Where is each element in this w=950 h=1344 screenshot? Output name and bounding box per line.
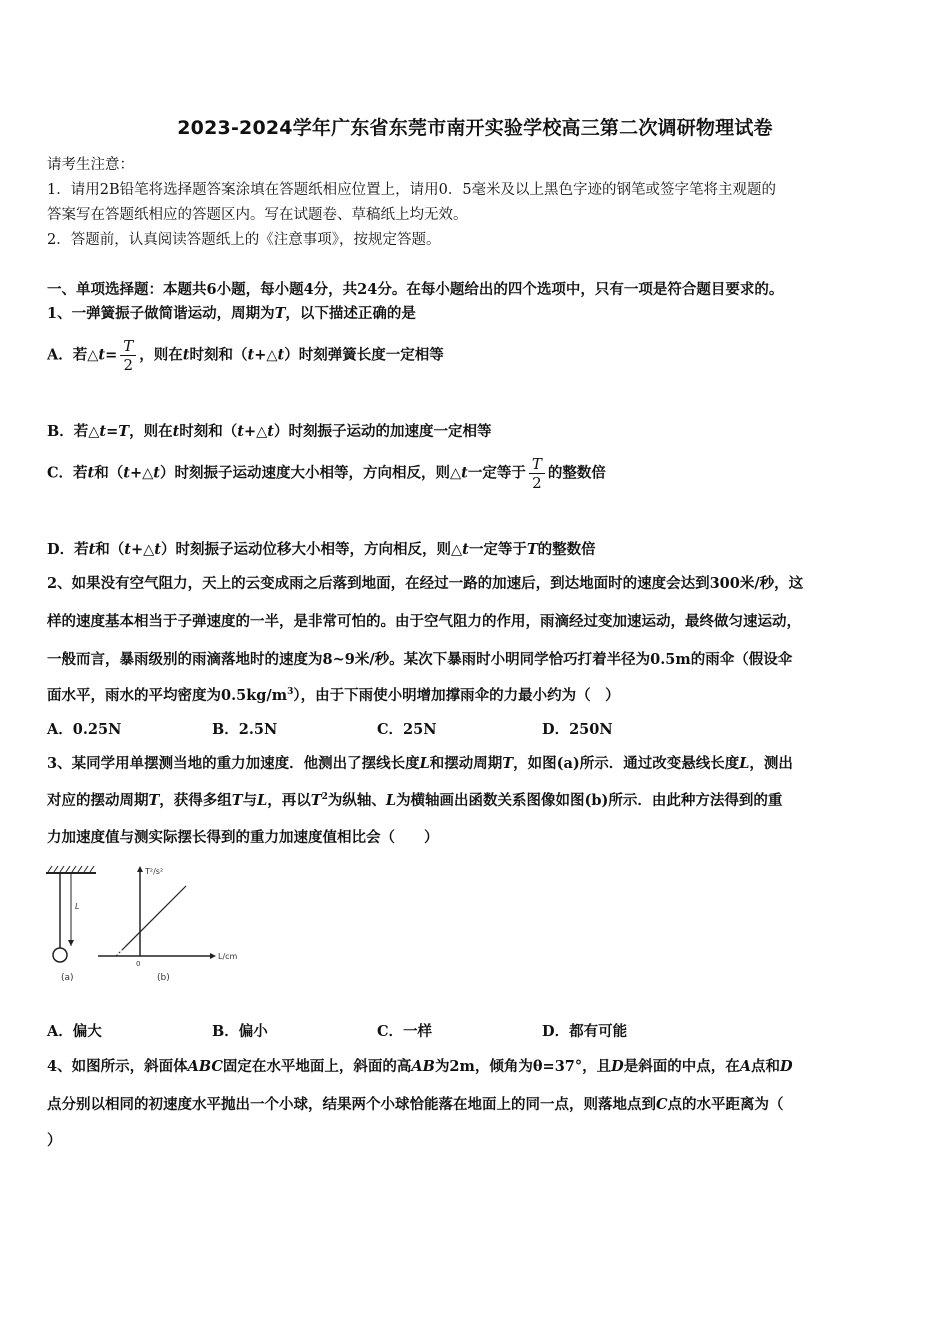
choice-a[interactable]: A．偏大 bbox=[47, 1023, 102, 1040]
question-3-line-2: 对应的摆动周期T，获得多组T与L，再以$T^2$为纵轴、L为横轴画出函数关系图像如图(b)所示．由此种方法得到的重 bbox=[47, 792, 783, 809]
y-axis-label: T²/s² bbox=[145, 867, 164, 876]
question-3-choices bbox=[47, 1020, 707, 1041]
fraction-t-over-2: $\frac{T}{2}$ bbox=[120, 337, 136, 374]
question-2-line-4: 面水平，雨水的平均密度为$0.5kg/m^3$），由于下雨使小明增加撑雨伞的力最小约为（ ） bbox=[47, 687, 620, 704]
choice-d[interactable]: D．都有可能 bbox=[542, 1023, 628, 1040]
choice-d[interactable]: D．250N bbox=[542, 721, 613, 738]
choice-c[interactable]: C．25N bbox=[377, 721, 437, 738]
t-squared-vs-l-graph bbox=[98, 866, 238, 983]
choice-b[interactable]: B．2.5N bbox=[212, 721, 278, 738]
choice-c[interactable]: C．一样 bbox=[377, 1023, 433, 1040]
question-1-option-c: C．若t和（t+△t）时刻振子运动速度大小相等，方向相反，则△t一定等于 $\frac{T}{2}$ 的整数倍 bbox=[47, 455, 606, 492]
question-2-choices bbox=[47, 718, 707, 739]
x-axis-label: L/cm bbox=[218, 952, 238, 961]
question-2-line-3: 一般而言，暴雨级别的雨滴落地时的速度为8~9米/秒。某次下暴雨时小明同学恰巧打着半径为0.5m的雨伞（假设伞 bbox=[47, 651, 793, 668]
pendulum-diagram bbox=[46, 866, 96, 983]
question-4-line-1: 4、如图所示，斜面体ABC固定在水平地面上，斜面的高AB为2m，倾角为θ=37°，且D是斜面的中点，在A点和D bbox=[47, 1058, 793, 1075]
question-1-option-d: D．若t和（t+△t）时刻振子运动位移大小相等，方向相反，则△t一定等于T的整数倍 bbox=[47, 541, 596, 558]
question-1-stem: 1、一弹簧振子做简谐运动，周期为T，以下描述正确的是 bbox=[47, 305, 416, 322]
question-4-line-3: ） bbox=[47, 1132, 62, 1149]
question-2-line-1: 2、如果没有空气阻力，天上的云变成雨之后落到地面，在经过一路的加速后，到达地面时的速度会达到300米/秒，这 bbox=[47, 575, 804, 592]
origin-label: 0 bbox=[136, 960, 141, 968]
question-3-line-1: 3、某同学用单摆测当地的重力加速度．他测出了摆线长度L和摆动周期T，如图(a)所示．通过改变悬线长度L，测出 bbox=[47, 755, 793, 772]
length-label: L bbox=[75, 902, 80, 911]
question-3-line-3: 力加速度值与测实际摆长得到的重力加速度值相比会（ ） bbox=[47, 829, 439, 846]
question-1-option-b: B．若△t=T，则在t时刻和（t+△t）时刻振子运动的加速度一定相等 bbox=[47, 423, 492, 440]
notice-item-2: 2．答题前，认真阅读答题纸上的《注意事项》，按规定答题。 bbox=[47, 232, 441, 248]
question-3-figure bbox=[40, 858, 260, 988]
fraction-t-over-2: $\frac{T}{2}$ bbox=[529, 455, 545, 492]
choice-a[interactable]: A．0.25N bbox=[47, 721, 122, 738]
notice-item-1a: 1．请用2B铅笔将选择题答案涂填在答题纸相应位置上，请用0．5毫米及以上黑色字迹的钢笔或签字笔将主观题的 bbox=[47, 182, 777, 198]
figure-label-a: (a) bbox=[61, 973, 74, 983]
figure-label-b: (b) bbox=[157, 973, 170, 983]
question-4-line-2: 点分别以相同的初速度水平抛出一个小球，结果两个小球恰能落在地面上的同一点，则落地点到C点的水平距离为（ bbox=[47, 1096, 784, 1113]
exam-title: 2023-2024学年广东省东莞市南开实验学校高三第二次调研物理试卷 bbox=[177, 117, 773, 139]
choice-b[interactable]: B．偏小 bbox=[212, 1023, 268, 1040]
section-heading: 一、单项选择题：本题共6小题，每小题4分，共24分。在每小题给出的四个选项中，只有一项是符合题目要求的。 bbox=[47, 281, 784, 298]
question-2-line-2: 样的速度基本相当于子弹速度的一半，是非常可怕的。由于空气阻力的作用，雨滴经过变加速运动，最终做匀速运动， bbox=[47, 613, 801, 630]
notice-item-1b: 答案写在答题纸相应的答题区内。写在试题卷、草稿纸上均无效。 bbox=[47, 207, 468, 223]
question-1-option-a: A．若△t= $\frac{T}{2}$ ，则在t时刻和（t+△t）时刻弹簧长度一定相等 bbox=[47, 337, 444, 374]
notice-heading: 请考生注意： bbox=[47, 157, 134, 173]
